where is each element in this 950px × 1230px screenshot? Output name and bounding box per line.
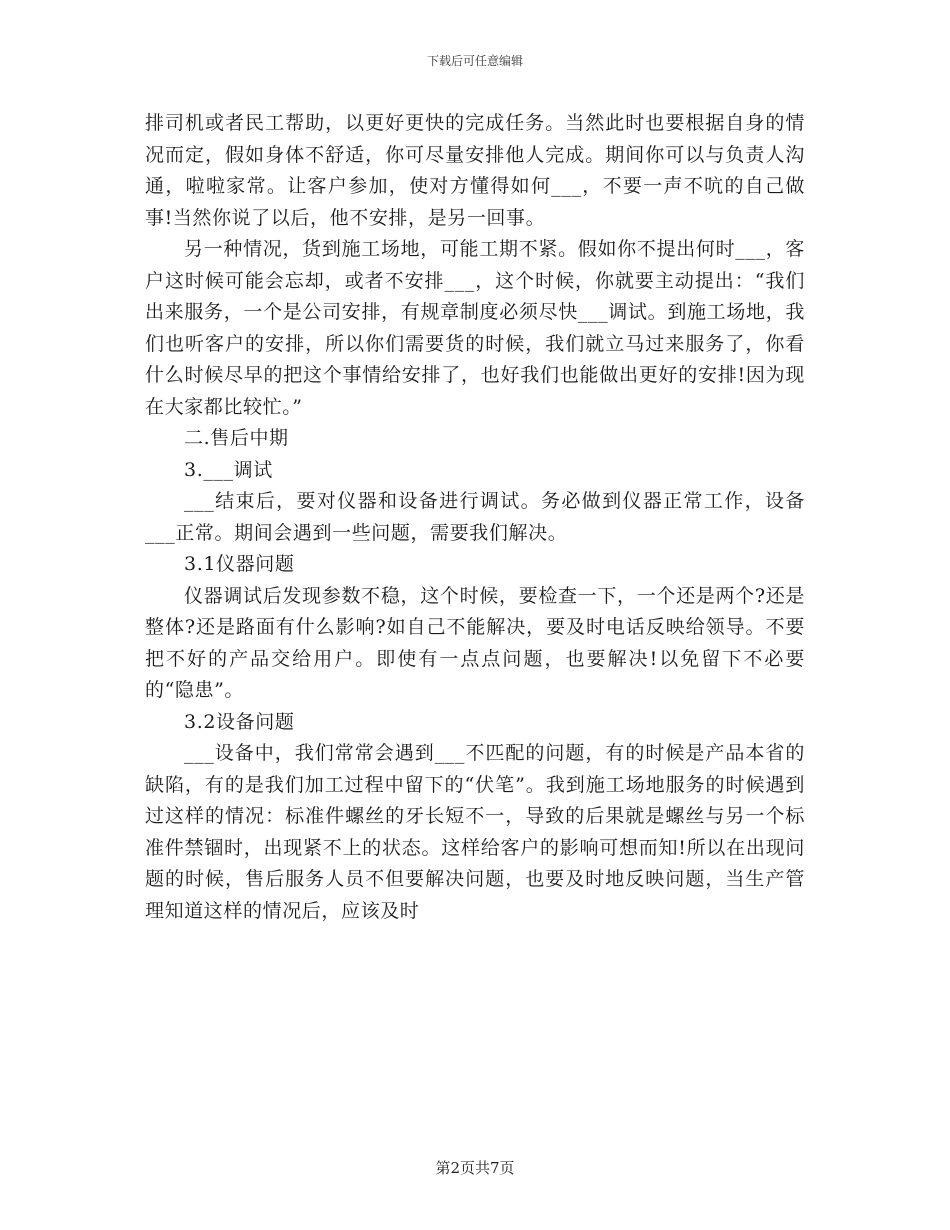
paragraph-debugging: ___结束后，要对仪器和设备进行调试。务必做到仪器正常工作，设备___正常。期间会遇到一些问题，需要我们解决。 <box>145 490 805 544</box>
section-heading-3: 3.___调试 <box>184 458 273 481</box>
page-header: 下载后可任意编辑 <box>426 54 523 68</box>
section-heading-after-sales-mid: 二.售后中期 <box>184 427 289 449</box>
section-heading-3-1: 3.1仪器问题 <box>184 553 295 575</box>
paragraph-equipment-issues: ___设备中，我们常常会遇到___不匹配的问题，有的时候是产品本省的缺陷，有的是我们加工过程中留下的“伏笔”。我到施工场地服务的时候遇到过这样的情况：标准件螺丝的牙长短不一，导致的后果就是螺丝与另一个标准件禁锢时，出现紧不上的状态。这样给客户的影响可想而知!所以在出现问题的时候，售后服务人员不但要解决问题，也要及时地反映问题，当生产管理知道这样的情况后，应该及时 <box>145 742 805 922</box>
paragraph-instrument-issues: 仪器调试后发现参数不稳，这个时候，要检查一下，一个还是两个?还是整体?还是路面有什么影响?如自己不能解决，要及时电话反映给领导。不要把不好的产品交给用户。即使有一点点问题，也要解决!以免留下不必要的“隐患”。 <box>145 584 805 701</box>
document-body <box>145 108 805 927</box>
paragraph-continued: 排司机或者民工帮助，以更好更快的完成任务。当然此时也要根据自身的情况而定，假如身体不舒适，你可尽量安排他人完成。期间你可以与负责人沟通，啦啦家常。让客户参加，使对方懂得如何___，不要一声不吭的自己做事!当然你说了以后，他不安排，是另一回事。 <box>145 112 805 229</box>
page-footer: 第2页共7页 <box>435 1159 515 1177</box>
section-heading-3-2: 3.2设备问题 <box>184 710 295 733</box>
paragraph-other-situation: 另一种情况，货到施工场地，可能工期不紧。假如你不提出何时___，客户这时候可能会忘却，或者不安排___，这个时候，你就要主动提出：“我们出来服务，一个是公司安排，有规章制度必须尽快___调试。到施工场地，我们也听客户的安排，所以你们需要货的时候，我们就立马过来服务了，你看什么时候尽早的把这个事情给安排了，也好我们也能做出更好的安排!因为现在大家都比较忙。” <box>145 238 805 418</box>
